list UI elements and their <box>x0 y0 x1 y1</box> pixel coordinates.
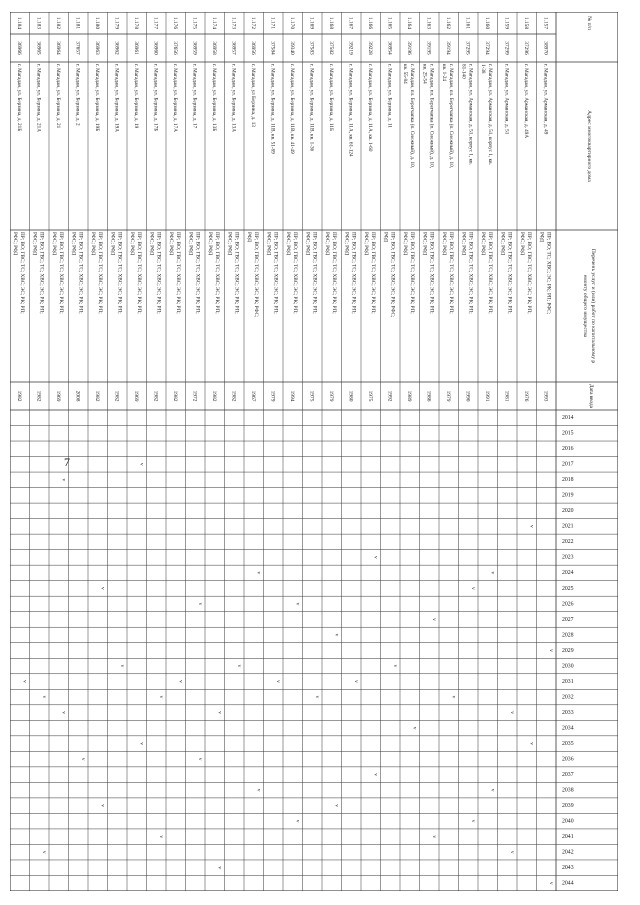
header-year-2018: 2018 <box>562 477 574 484</box>
row-year-mark: v <box>528 524 535 528</box>
header-year-2042: 2042 <box>562 849 574 856</box>
row-address-cont: 81-140 <box>460 64 467 79</box>
header-year-2041: 2041 <box>562 834 574 841</box>
row-num: 1.184 <box>15 16 22 30</box>
row-works: ПР; ВО; ГВС; ТС; ХВС; ЭС; РК; РП; <box>486 232 493 314</box>
row-code: 37296 <box>522 41 529 55</box>
row-address: г. Магадан, ул. Берзина, д. 17А <box>171 64 178 132</box>
row-year-mark: v <box>411 726 418 730</box>
row-works-cont: РФС; РФД <box>265 232 272 256</box>
row-code: 39196 <box>405 41 412 55</box>
row-year-built: 1982 <box>113 390 120 402</box>
row-code: 39219 <box>347 41 354 55</box>
row-num: 1.158 <box>522 16 529 30</box>
row-works: ПР; ВО; ГВС; ТС; ХВС; ЭС; РК; РП; <box>116 232 123 314</box>
row-year-built: 1967 <box>249 390 256 402</box>
row-code: 36963 <box>93 41 100 55</box>
header-year-2027: 2027 <box>562 616 574 623</box>
row-works-cont: РФС; РФД <box>11 232 18 256</box>
row-code: 37294 <box>483 41 490 55</box>
row-year-built: 1982 <box>35 390 42 402</box>
row-code: 37584 <box>269 41 276 55</box>
row-num: 1.166 <box>366 16 373 30</box>
row-year-mark: v <box>470 819 476 823</box>
row-year-built: 1979 <box>327 390 334 402</box>
row-works-cont: РФС; РФД <box>362 232 369 256</box>
row-address: г. Магадан, ул. Арманская, д. 49 <box>542 64 549 135</box>
row-year-mark: v <box>372 556 379 559</box>
header-year-2035: 2035 <box>562 740 574 747</box>
row-address: г. Магадан, пл. Берегчапка (п. Снежный), д. 10, <box>447 64 454 169</box>
row-year-built: 1975 <box>366 390 373 402</box>
row-works-cont: РФС; РФД <box>518 232 525 256</box>
row-num: 1.159 <box>503 16 510 30</box>
row-year-mark: v <box>353 680 359 683</box>
row-works: ПР; ВО; ГВС; ТС; ХВС; ЭС; РК; РП; <box>213 232 220 314</box>
row-address: г. Магадан, ул. Берзина, д. 17Б <box>152 64 159 132</box>
row-code: 36965 <box>35 41 42 55</box>
row-year-mark: v <box>197 757 203 761</box>
row-works: ПР; ВО; ГВС; ТС; ХВС; ЭС; РК; РП; <box>38 232 45 314</box>
header-year-2032: 2032 <box>562 694 574 701</box>
row-address: г. Магадан, ул. Берзина, д. 19А <box>113 64 120 132</box>
row-year-mark: v <box>294 819 301 823</box>
row-works-cont: РФС; РФД <box>206 232 213 256</box>
row-code: 39340 <box>288 41 295 55</box>
row-year-mark: v <box>236 664 242 668</box>
row-address: г. Магадан, ул. Берзина, д. 21А <box>35 64 42 132</box>
row-year-mark: v <box>548 881 554 885</box>
row-year-built: 1969 <box>132 390 139 402</box>
header-num: № п/п <box>586 15 592 31</box>
row-num: 1.170 <box>288 16 295 30</box>
row-works: ПР; ВО; ГВС; ТС; ХВС; ЭС; РК; РП; <box>467 232 474 314</box>
header-year-2024: 2024 <box>562 570 574 577</box>
row-year-mark: v <box>255 571 262 575</box>
row-year-built: 1969 <box>54 390 61 402</box>
row-works: ПР; ВО; ГВС; ТС; ХВС; ЭС; РК; РФС; <box>389 232 396 318</box>
row-works: ПР; ВО; ГВС; ТС; ХВС; ЭС; РК; РП; <box>96 232 103 314</box>
row-year-mark: v <box>431 618 437 621</box>
row-num: 1.178 <box>132 16 139 30</box>
row-year-mark: v <box>372 773 379 777</box>
row-works: ПР; ВО; ТС; ХВС; ЭС; РК; РП; РФС; <box>545 232 552 315</box>
row-address-cont: кв. 25-54 <box>421 64 428 84</box>
row-works: ПР; ВО; ГВС; ТС; ХВС; ЭС; РК; РП; <box>77 232 84 314</box>
row-address: г. Магадан, ул. Берзина, д. 11В, кв. 41-49 <box>288 64 295 154</box>
row-year-mark: v <box>41 695 47 699</box>
row-year-mark: v <box>509 850 515 854</box>
row-num: 1.176 <box>171 16 178 30</box>
row-year-mark: v <box>255 788 262 792</box>
row-num: 1.161 <box>464 16 471 30</box>
row-year-mark: v <box>489 571 496 575</box>
row-address: г. Магадан, ул. Берзина, д. 11 <box>386 64 393 129</box>
row-year-built: 1982 <box>15 390 22 402</box>
row-code: 36956 <box>249 41 256 55</box>
row-num: 1.163 <box>425 16 432 30</box>
header-year-2017: 2017 <box>562 461 574 468</box>
row-code: 36958 <box>210 41 217 55</box>
row-year-built: 1982 <box>210 390 217 402</box>
row-year-mark: v <box>392 664 398 668</box>
row-num: 1.157 <box>542 16 549 30</box>
header-year-2033: 2033 <box>562 709 574 716</box>
row-address-cont: кв. 1-24 <box>440 64 447 82</box>
row-year-built: 1993 <box>542 390 549 402</box>
row-code: 36966 <box>15 41 22 55</box>
row-works: ПР; ВО; ГВС; ТС; ХВС; ЭС; РК; РП; <box>369 232 376 314</box>
row-year-mark: v <box>450 695 457 699</box>
row-address-cont: 1-38 <box>479 64 486 74</box>
row-address: г. Магадан, ул. Берзина, д. 11А, кв. 61-124 <box>347 64 354 157</box>
row-year-mark: v <box>197 602 203 606</box>
capital-repair-schedule-table <box>10 12 618 891</box>
row-num: 1.175 <box>191 16 198 30</box>
row-works-cont: РФС; РФД <box>323 232 330 256</box>
row-year-built: 1990 <box>464 390 471 402</box>
row-works-cont: РФС; РФД <box>440 232 447 256</box>
row-works-cont: РФС; РФД <box>226 232 233 256</box>
row-code: 36954 <box>386 41 393 55</box>
row-code: 37582 <box>327 41 334 55</box>
row-works-cont: РФС; РФД <box>499 232 506 256</box>
row-address: г. Магадан, ул. Берзина, д. 11Б <box>327 64 334 131</box>
row-address: г. Магадан, ул. Берзина, д. 2 <box>74 64 81 126</box>
header-works-cont: емонту общего имущества <box>582 274 588 338</box>
row-code: 36960 <box>152 41 159 55</box>
row-code: 36959 <box>191 41 198 55</box>
row-num: 1.167 <box>347 16 354 30</box>
header-year-2026: 2026 <box>562 601 574 608</box>
row-address: г. Магадан, пл. Берегчапка (п. Снежный), д. 10, <box>408 64 415 169</box>
row-code: 36962 <box>113 41 120 55</box>
row-num: 1.164 <box>405 16 412 30</box>
row-num: 1.174 <box>210 16 217 30</box>
row-works: ПР; ВО; ГВС; ТС; ХВС; ЭС; РК; РП; <box>506 232 513 314</box>
row-works-cont: РФД <box>245 232 252 242</box>
row-works-cont: РФС; РФД <box>460 232 467 256</box>
header-year-2021: 2021 <box>562 523 574 530</box>
rotated-table <box>10 12 618 891</box>
row-num: 1.169 <box>308 16 315 30</box>
row-year-mark: v <box>99 804 106 808</box>
header-year-2023: 2023 <box>562 554 574 561</box>
row-year-mark: v <box>60 711 67 714</box>
row-address: г. Магадан, ул. Берзина, д. 11В, кв. 1-36 <box>308 64 315 152</box>
row-year-mark: v <box>294 602 301 606</box>
row-works-cont: РФС; РФД <box>31 232 38 256</box>
row-year-mark: v <box>138 462 145 466</box>
row-works-cont: РФС; РФД <box>148 232 155 256</box>
row-year-built: 1982 <box>230 390 237 402</box>
row-year-mark: v <box>138 742 145 745</box>
header-year-built: Дата ввода <box>588 384 594 408</box>
row-year-mark: v <box>216 866 223 870</box>
row-works-cont: РФД <box>382 232 389 242</box>
row-year-built: 1992 <box>386 390 393 402</box>
row-code: 37656 <box>171 41 178 55</box>
header-year-2025: 2025 <box>562 585 574 592</box>
row-address: г. Магадан, ул. Арманская, д. 51, корпус 1, кв. <box>486 64 493 165</box>
row-year-built: 1976 <box>522 390 529 402</box>
row-year-mark: v <box>41 850 47 854</box>
row-works-cont: РФС; РФД <box>128 232 135 256</box>
row-year-mark: v <box>158 835 164 839</box>
row-address: г. Магадан, ул. Арманская, д. 51, корпус 1, кв. <box>467 64 474 165</box>
row-address: г. Магадан, ул. Берзина, д. 11В, кв. 51-89 <box>269 64 276 154</box>
row-num: 1.177 <box>152 16 159 30</box>
header-year-2044: 2044 <box>562 880 574 887</box>
row-works-cont: РФС; РФД <box>284 232 291 256</box>
row-year-mark: v <box>99 587 106 590</box>
row-num: 1.182 <box>54 16 61 30</box>
header-year-2028: 2028 <box>562 632 574 639</box>
row-works-cont: РФС; РФД <box>304 232 311 256</box>
row-address: г. Магадан, ул. Берзина, д. 21 <box>54 64 61 129</box>
row-code: 39195 <box>425 41 432 55</box>
row-year-built: 1994 <box>288 390 295 402</box>
row-year-mark: v <box>470 587 476 590</box>
row-year-built: 1989 <box>405 390 412 402</box>
row-code: 37583 <box>308 41 315 55</box>
row-num: 1.179 <box>113 16 120 30</box>
row-num: 1.168 <box>327 16 334 30</box>
row-works: ПР; ВО; ГВС; ТС; ХВС; ЭС; РК; РП; <box>350 232 357 314</box>
header-year-2039: 2039 <box>562 802 574 809</box>
row-year-built: 1982 <box>152 390 159 402</box>
row-year-mark: v <box>80 757 86 761</box>
row-num: 1.180 <box>93 16 100 30</box>
row-code: 36961 <box>132 41 139 55</box>
row-address-cont: кв. 55-84 <box>401 64 408 84</box>
row-year-mark: v <box>509 711 515 714</box>
row-works: ПР; ВО; ГВС; ТС; ХВС; ЭС; РК; РП; <box>135 232 142 314</box>
header-year-2022: 2022 <box>562 539 574 546</box>
row-num: 1.165 <box>386 16 393 30</box>
row-code: 39194 <box>444 41 451 55</box>
row-code: 37295 <box>464 41 471 55</box>
row-address: г. Магадан, ул. Берзина, д. 11А, кв. 1-60 <box>366 64 373 152</box>
header-address: Адрес многоквартирного дома <box>586 110 592 182</box>
row-year-mark: v <box>21 680 28 683</box>
row-address: г. Магадан, ул. Берзина, д. 17 <box>191 64 198 129</box>
row-num: 1.171 <box>269 16 276 30</box>
header-year-2016: 2016 <box>562 446 574 453</box>
row-works: ПР; ВО; ГВС; ТС; ХВС; ЭС; РК; РП; <box>18 232 25 314</box>
header-year-2014: 2014 <box>562 415 574 422</box>
header-year-2030: 2030 <box>562 663 574 670</box>
header-year-2029: 2029 <box>562 647 574 654</box>
row-year-built: 1981 <box>503 390 510 402</box>
row-year-built: 1991 <box>483 390 490 402</box>
row-works: ПР; ВО; ГВС; ТС; ХВС; ЭС; РК; РП; <box>330 232 337 314</box>
row-year-built: 1982 <box>93 390 100 402</box>
row-works-cont: РФС; РФД <box>479 232 486 256</box>
row-code: 38970 <box>542 41 549 55</box>
row-num: 1.183 <box>35 16 42 30</box>
row-address: г. Магадан, ул. Берзина, д. 21Б <box>15 64 22 132</box>
header-year-2038: 2038 <box>562 787 574 794</box>
row-year-mark: v <box>333 633 340 637</box>
row-num: 1.181 <box>74 16 81 30</box>
header-works: Перечень услуг и (или) работ по капитальному р <box>590 248 596 364</box>
row-works: ПР; ВО; ГВС; ТС; ХВС; ЭС; РК; РП; <box>155 232 162 314</box>
row-year-mark: v <box>548 649 554 652</box>
row-works: ПР; ВО; ГВС; ТС; ХВС; ЭС; РК; РП; <box>525 232 532 314</box>
row-works: ПР; ВО; ГВС; ТС; ХВС; ЭС; РК; РП; <box>447 232 454 314</box>
row-year-built: 2008 <box>74 390 81 402</box>
row-works: ПР; ВО; ГВС; ТС; ХВС; ЭС; РК; РП; <box>272 232 279 314</box>
row-works-cont: РФС; РФД <box>50 232 57 256</box>
row-year-mark: v <box>158 695 164 699</box>
header-year-2020: 2020 <box>562 508 574 515</box>
row-works: ПР; ВО; ГВС; ТС; ХВС; ЭС; РК; РП; <box>311 232 318 314</box>
header-year-2040: 2040 <box>562 818 574 825</box>
row-works-cont: РФС; РФД <box>70 232 77 256</box>
row-works-cont: РФС; РФД <box>343 232 350 256</box>
row-address: г. Магадан, ул. Берзина, д. 13А <box>230 64 237 132</box>
row-num: 1.160 <box>483 16 490 30</box>
row-year-mark: v <box>216 711 223 714</box>
header-year-2031: 2031 <box>562 678 574 685</box>
row-works: ПР; ВО; ГВС; ТС; ХВС; ЭС; РК; РП; <box>57 232 64 314</box>
row-works: ПР; ВО; ГВС; ТС; ХВС; ЭС; РК; РП; <box>408 232 415 314</box>
row-address: г. Магадан, ул. Берзина, д. 19 <box>132 64 139 129</box>
row-year-mark: v <box>60 478 67 482</box>
header-year-2043: 2043 <box>562 865 574 872</box>
row-address: г. Магадан, ул. Арманская, д. 51 <box>503 64 510 135</box>
row-works: ПР; ВО; ГВС; ТС; ХВС; ЭС; РК; РФС; <box>252 232 259 318</box>
row-works-cont: РФС; РФД <box>421 232 428 256</box>
row-works-cont: РФС; РФД <box>401 232 408 256</box>
row-works: ПР; ВО; ГВС; ТС; ХВС; ЭС; РК; РП; <box>291 232 298 314</box>
page-number: 7 <box>64 455 70 469</box>
row-num: 1.172 <box>249 16 256 30</box>
row-year-mark: v <box>275 680 281 683</box>
row-year-mark: v <box>119 664 125 668</box>
row-works: ПР; ВО; ГВС; ТС; ХВС; ЭС; РК; РП; <box>233 232 240 314</box>
header-year-2036: 2036 <box>562 756 574 763</box>
row-address: г. Магадан, ул. Берзина, д. 13Б <box>210 64 217 132</box>
row-year-mark: v <box>431 835 437 839</box>
table-grid <box>10 12 618 891</box>
row-works-cont: РФС; РФД <box>187 232 194 256</box>
header-year-2015: 2015 <box>562 430 574 437</box>
row-address: г. Магадан, ул. Берзина, д. 19Б <box>93 64 100 132</box>
row-code: 36964 <box>54 41 61 55</box>
row-works: ПР; ВО; ГВС; ТС; ХВС; ЭС; РК; РП; <box>428 232 435 314</box>
row-code: 39228 <box>366 41 373 55</box>
row-num: 1.173 <box>230 16 237 30</box>
row-code: 37657 <box>74 41 81 55</box>
row-works-cont: РФС; РФД <box>167 232 174 256</box>
row-address: г. Магадан, пл. Берегчапка (п. Снежный), д. 10, <box>428 64 435 169</box>
row-works-cont: РФД <box>538 232 545 242</box>
row-year-built: 1979 <box>444 390 451 402</box>
header-year-2034: 2034 <box>562 725 574 732</box>
row-works-cont: РФС; РФД <box>109 232 116 256</box>
row-code: 37299 <box>503 41 510 55</box>
row-num: 1.162 <box>444 16 451 30</box>
row-year-built: 1980 <box>347 390 354 402</box>
row-address: г. Магадан, ул Берзина, д. 13 <box>249 64 256 127</box>
header-year-2019: 2019 <box>562 492 574 499</box>
row-year-built: 1979 <box>269 390 276 402</box>
row-year-mark: v <box>489 788 496 792</box>
row-year-built: 1986 <box>425 390 432 402</box>
row-year-built: 1972 <box>191 390 198 402</box>
row-works: ПР; ВО; ГВС; ТС; ХВС; ЭС; РК; РП; <box>174 232 181 314</box>
row-code: 36957 <box>230 41 237 55</box>
row-works: ПР; ВО; ГВС; ТС; ХВС; ЭС; РК; РП; <box>194 232 201 314</box>
row-year-mark: v <box>528 742 535 745</box>
row-year-built: 1982 <box>171 390 178 402</box>
row-year-built: 1975 <box>308 390 315 402</box>
row-address: г. Магадан, ул. Арманская, д. 49А <box>522 64 529 139</box>
row-year-mark: v <box>314 695 320 699</box>
row-year-mark: v <box>333 804 340 808</box>
row-year-mark: v <box>177 680 184 683</box>
header-year-2037: 2037 <box>562 771 574 778</box>
row-works-cont: РФС; РФД <box>89 232 96 256</box>
